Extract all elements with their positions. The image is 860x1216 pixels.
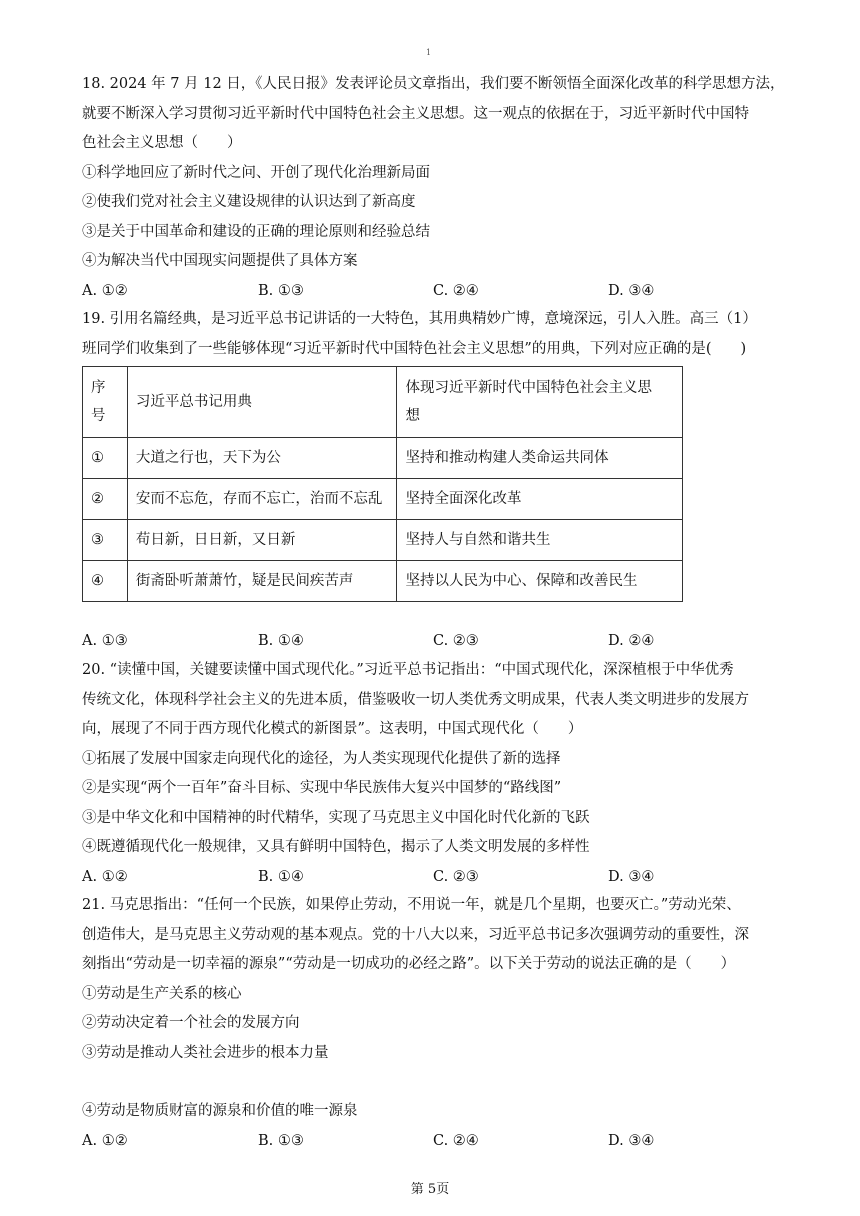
header-number-line: 序 xyxy=(91,380,106,396)
row-idea: 坚持和推动构建人类命运共同体 xyxy=(397,438,683,479)
question-stem-line: 色社会主义思想（ ） xyxy=(82,135,242,151)
table-header-row xyxy=(83,367,683,438)
question-18 xyxy=(82,70,785,306)
statement-item: ③是关于中国革命和建设的正确的理论原则和经验总结 xyxy=(82,223,430,240)
statement-item: ③劳动是推动人类社会进步的根本力量 xyxy=(82,1044,329,1061)
table-row xyxy=(83,479,683,520)
option-b[interactable]: B. ①③ xyxy=(258,1132,304,1149)
row-number: ③ xyxy=(83,520,128,561)
option-a[interactable]: A. ①② xyxy=(82,1132,128,1149)
quotation-table xyxy=(82,366,683,602)
row-quote: 大道之行也，天下为公 xyxy=(127,438,397,479)
statement-item: ②劳动决定着一个社会的发展方向 xyxy=(82,1015,300,1031)
row-idea: 坚持以人民为中心、保障和改善民生 xyxy=(397,561,683,602)
row-quote: 苟日新，日日新，又日新 xyxy=(127,520,397,561)
row-number: ② xyxy=(83,479,128,520)
table-row xyxy=(83,438,683,479)
question-stem-line: 21. 马克思指出：“任何一个民族，如果停止劳动，不用说一年，就是几个星期，也要灭亡。”劳动光荣、 xyxy=(82,897,741,913)
option-a[interactable]: A. ①③ xyxy=(82,633,128,649)
statement-item: ①劳动是生产关系的核心 xyxy=(82,985,242,1002)
option-d[interactable]: D. ②④ xyxy=(608,633,655,649)
question-stem-line: 就要不断深入学习贯彻习近平新时代中国特色社会主义思想。这一观点的依据在于，习近平新时代中国特 xyxy=(82,105,749,122)
option-b[interactable]: B. ①④ xyxy=(258,633,304,649)
question-stem-line: 20. “读懂中国，关键要读懂中国式现代化。”习近平总书记指出：“中国式现代化，深深植根于中华优秀 xyxy=(82,662,734,678)
option-c[interactable]: C. ②③ xyxy=(433,633,479,649)
table-row xyxy=(83,520,683,561)
question-19-options xyxy=(82,627,782,657)
option-a[interactable]: A. ①② xyxy=(82,868,128,885)
answer-options xyxy=(82,277,782,307)
option-b[interactable]: B. ①③ xyxy=(258,282,304,299)
option-c[interactable]: C. ②④ xyxy=(433,282,479,299)
option-c[interactable]: C. ②③ xyxy=(433,868,479,885)
statement-item: ②是实现“两个一百年”奋斗目标、实现中华民族伟大复兴中国梦的“路线图” xyxy=(82,780,562,796)
statement-item: ②使我们党对社会主义建设规律的认识达到了新高度 xyxy=(82,194,416,210)
option-c[interactable]: C. ②④ xyxy=(433,1132,479,1149)
answer-options xyxy=(82,627,782,657)
table-row xyxy=(83,561,683,602)
question-stem-line: 传统文化，体现科学社会主义的先进本质，借鉴吸收一切人类优秀文明成果，代表人类文明进步的发展方 xyxy=(82,691,749,708)
question-stem-line: 18. 2024 年 7 月 12 日，《人民日报》发表评论员文章指出，我们要不断领悟全面深化改革的科学思想方法， xyxy=(82,76,785,92)
question-21-continued xyxy=(82,1097,782,1156)
statement-item: ④为解决当代中国现实问题提供了具体方案 xyxy=(82,253,358,269)
statement-item: ①科学地回应了新时代之问、开创了现代化治理新局面 xyxy=(82,164,430,181)
question-stem-line: 刻指出“劳动是一切幸福的源泉”“劳动是一切成功的必经之路”。以下关于劳动的说法正确的是（ ） xyxy=(82,956,736,972)
option-d[interactable]: D. ③④ xyxy=(608,282,655,299)
row-quote: 街斋卧听萧萧竹，疑是民间疾苦声 xyxy=(127,561,397,602)
row-quote: 安而不忘危，存而不忘亡，治而不忘乱 xyxy=(127,479,397,520)
question-21 xyxy=(82,891,782,1068)
row-idea: 坚持人与自然和谐共生 xyxy=(397,520,683,561)
option-a[interactable]: A. ①② xyxy=(82,282,128,299)
statement-item: ③是中华文化和中国精神的时代精华，实现了马克思主义中国化时代化新的飞跃 xyxy=(82,809,590,826)
header-idea-line: 想 xyxy=(405,408,420,424)
header-number-line: 号 xyxy=(91,408,106,424)
statement-item: ④劳动是物质财富的源泉和价值的唯一源泉 xyxy=(82,1103,358,1119)
question-stem-line: 班同学们收集到了一些能够体现“习近平新时代中国特色社会主义思想”的用典，下列对应正确的是( ) xyxy=(82,340,747,357)
row-idea: 坚持全面深化改革 xyxy=(397,479,683,520)
answer-options xyxy=(82,863,782,893)
answer-options xyxy=(82,1127,782,1157)
row-number: ④ xyxy=(83,561,128,602)
header-idea-line: 体现习近平新时代中国特色社会主义思 xyxy=(405,380,652,396)
header-quote: 习近平总书记用典 xyxy=(127,367,397,438)
top-mark: 1 xyxy=(426,48,432,57)
statement-item: ④既遵循现代化一般规律，又具有鲜明中国特色，揭示了人类文明发展的多样性 xyxy=(82,839,590,855)
row-number: ① xyxy=(83,438,128,479)
statement-item: ①拓展了发展中国家走向现代化的途径，为人类实现现代化提供了新的选择 xyxy=(82,750,561,767)
page-number: 第 5页 xyxy=(410,1182,450,1197)
option-b[interactable]: B. ①④ xyxy=(258,868,304,885)
question-stem-line: 向，展现了不同于西方现代化模式的新图景”。这表明，中国式现代化（ ） xyxy=(82,721,583,737)
option-d[interactable]: D. ③④ xyxy=(608,1132,655,1149)
option-d[interactable]: D. ③④ xyxy=(608,868,655,885)
question-stem-line: 创造伟大，是马克思主义劳动观的基本观点。党的十八大以来，习近平总书记多次强调劳动的重要性，深 xyxy=(82,926,749,943)
question-stem-line: 19. 引用名篇经典，是习近平总书记讲话的一大特色，其用典精妙广博，意境深远，引人入胜。高三（1） xyxy=(82,311,757,327)
question-20 xyxy=(82,656,782,892)
header-idea xyxy=(397,367,683,438)
question-19 xyxy=(82,305,782,364)
header-number xyxy=(83,367,128,438)
